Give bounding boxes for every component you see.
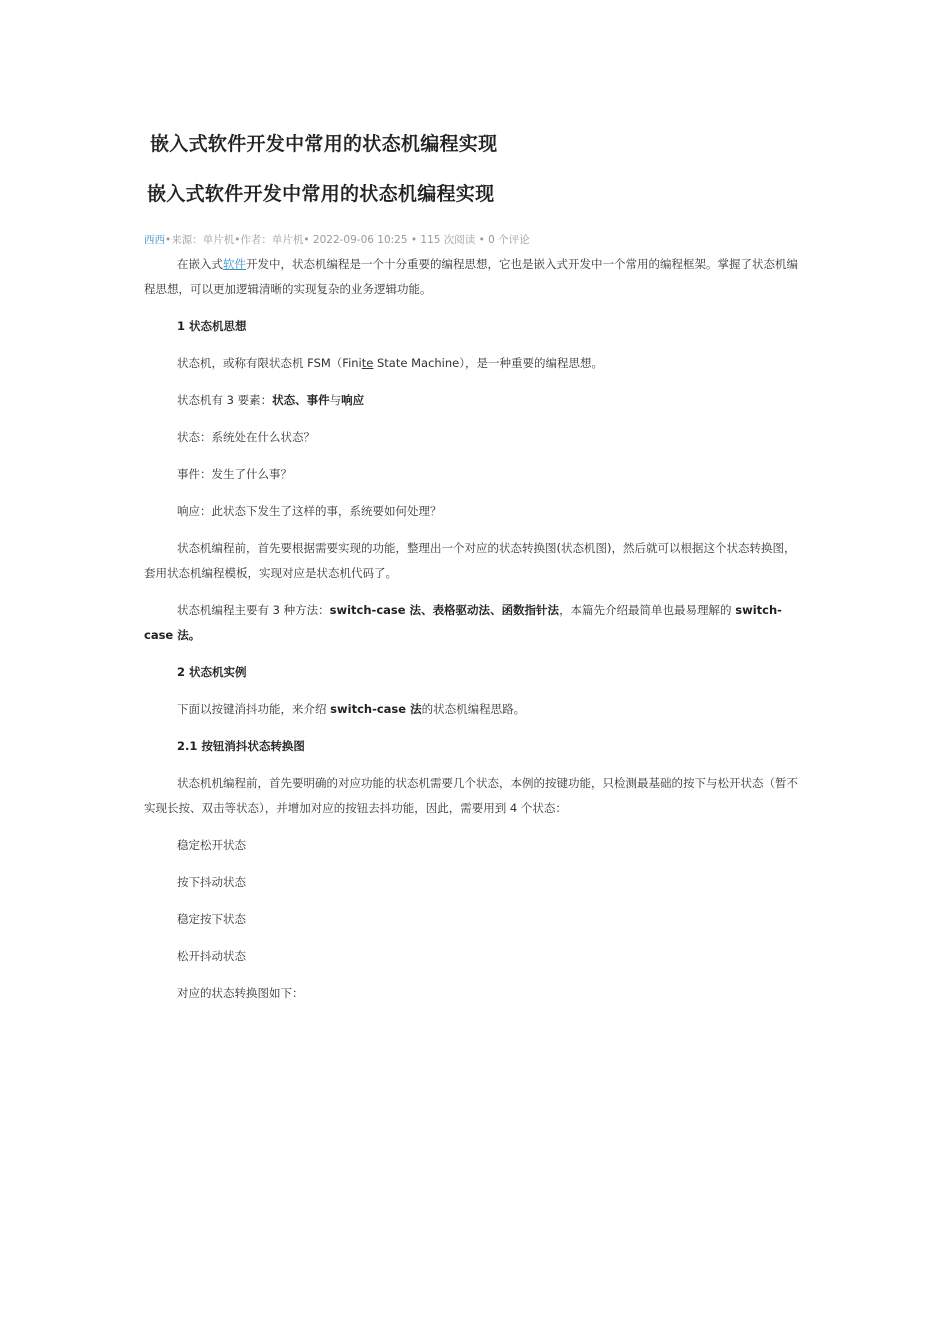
paragraph-states-intro: 状态机机编程前，首先要明确的对应功能的状态机需要几个状态，本例的按键功能，只检测最基础的按下与松开状态（暂不实现长按、双击等状态），并增加对应的按钮去抖功能，因此，需要用到 4 个状态：	[144, 776, 798, 815]
article-title: 嵌入式软件开发中常用的状态机编程实现	[147, 183, 495, 205]
text: ，本篇先介绍最简单也最易理解的	[559, 603, 736, 617]
author-link[interactable]: 西西	[144, 234, 165, 246]
paragraph-diagram: 状态机编程前，首先要根据需要实现的功能，整理出一个对应的状态转换图(状态机图)，然后就可以根据这个状态转换图，套用状态机编程模板，实现对应是状态机代码了。	[144, 541, 796, 580]
bold-text: switch-case 法	[330, 702, 422, 716]
paragraph-intro	[144, 252, 804, 302]
paragraph-fsm	[144, 351, 804, 376]
text: 下面以按键消抖功能，来介绍	[177, 702, 331, 716]
state-item-1: 稳定松开状态	[177, 838, 246, 852]
bold-text: 函数指针法	[501, 603, 560, 617]
heading-text: 2.1 按钮消抖状态转换图	[177, 739, 305, 753]
paragraph-example	[144, 697, 804, 722]
article-meta	[144, 232, 530, 247]
paragraph-methods	[144, 598, 804, 648]
software-link[interactable]: 软件	[223, 257, 246, 271]
state-item-3: 稳定按下状态	[177, 912, 246, 926]
section-heading-2-1	[144, 734, 804, 759]
text: 的状态机编程思路。	[421, 702, 526, 716]
text: 开发中，状态机编程是一个十分重要的编程思想，它也是嵌入式开发中一个常用的编程框架。掌握了状态机编程思想，可以更加逻辑清晰的实现复杂的业务逻辑功能。	[144, 257, 798, 296]
bold-text: 、	[421, 603, 433, 617]
text: 与	[329, 393, 342, 407]
text: State Machine），是一种重要的编程思想。	[373, 356, 603, 370]
bold-text: 事件	[306, 393, 330, 407]
paragraph-event: 事件：发生了什么事？	[177, 467, 292, 481]
article-body	[144, 252, 804, 1006]
text: 状态机有 3 要素：	[177, 393, 273, 407]
text: 在嵌入式	[177, 257, 223, 271]
bold-text: 、	[490, 603, 502, 617]
underlined-text: te	[361, 356, 374, 370]
bold-text: 状态	[272, 393, 296, 407]
bold-text: 、	[295, 393, 307, 407]
paragraph-response: 响应：此状态下发生了这样的事，系统要如何处理？	[177, 504, 442, 518]
paragraph-state: 状态：系统处在什么状态？	[177, 430, 315, 444]
state-item-4: 松开抖动状态	[177, 949, 246, 963]
page-title: 嵌入式软件开发中常用的状态机编程实现	[150, 133, 498, 155]
text: 状态机，或称有限状态机 FSM（Fini	[177, 356, 362, 370]
paragraph-elements	[144, 388, 804, 413]
heading-text: 2 状态机实例	[177, 665, 247, 679]
paragraph-diagram-lead: 对应的状态转换图如下：	[177, 986, 304, 1000]
bold-text: 响应	[341, 393, 365, 407]
section-heading-1	[144, 314, 804, 339]
state-item-2: 按下抖动状态	[177, 875, 246, 889]
text: 状态机编程主要有 3 种方法：	[177, 603, 330, 617]
bold-text: 表格驱动法	[432, 603, 491, 617]
bold-text: switch-case 法	[329, 603, 422, 617]
meta-info: •来源：单片机•作者：单片机• 2022-09-06 10:25 • 115 次阅读 • 0 个评论	[165, 234, 530, 246]
bold-text: switch-case 法。	[144, 603, 782, 642]
heading-text: 1 状态机思想	[177, 319, 247, 333]
section-heading-2	[144, 660, 804, 685]
